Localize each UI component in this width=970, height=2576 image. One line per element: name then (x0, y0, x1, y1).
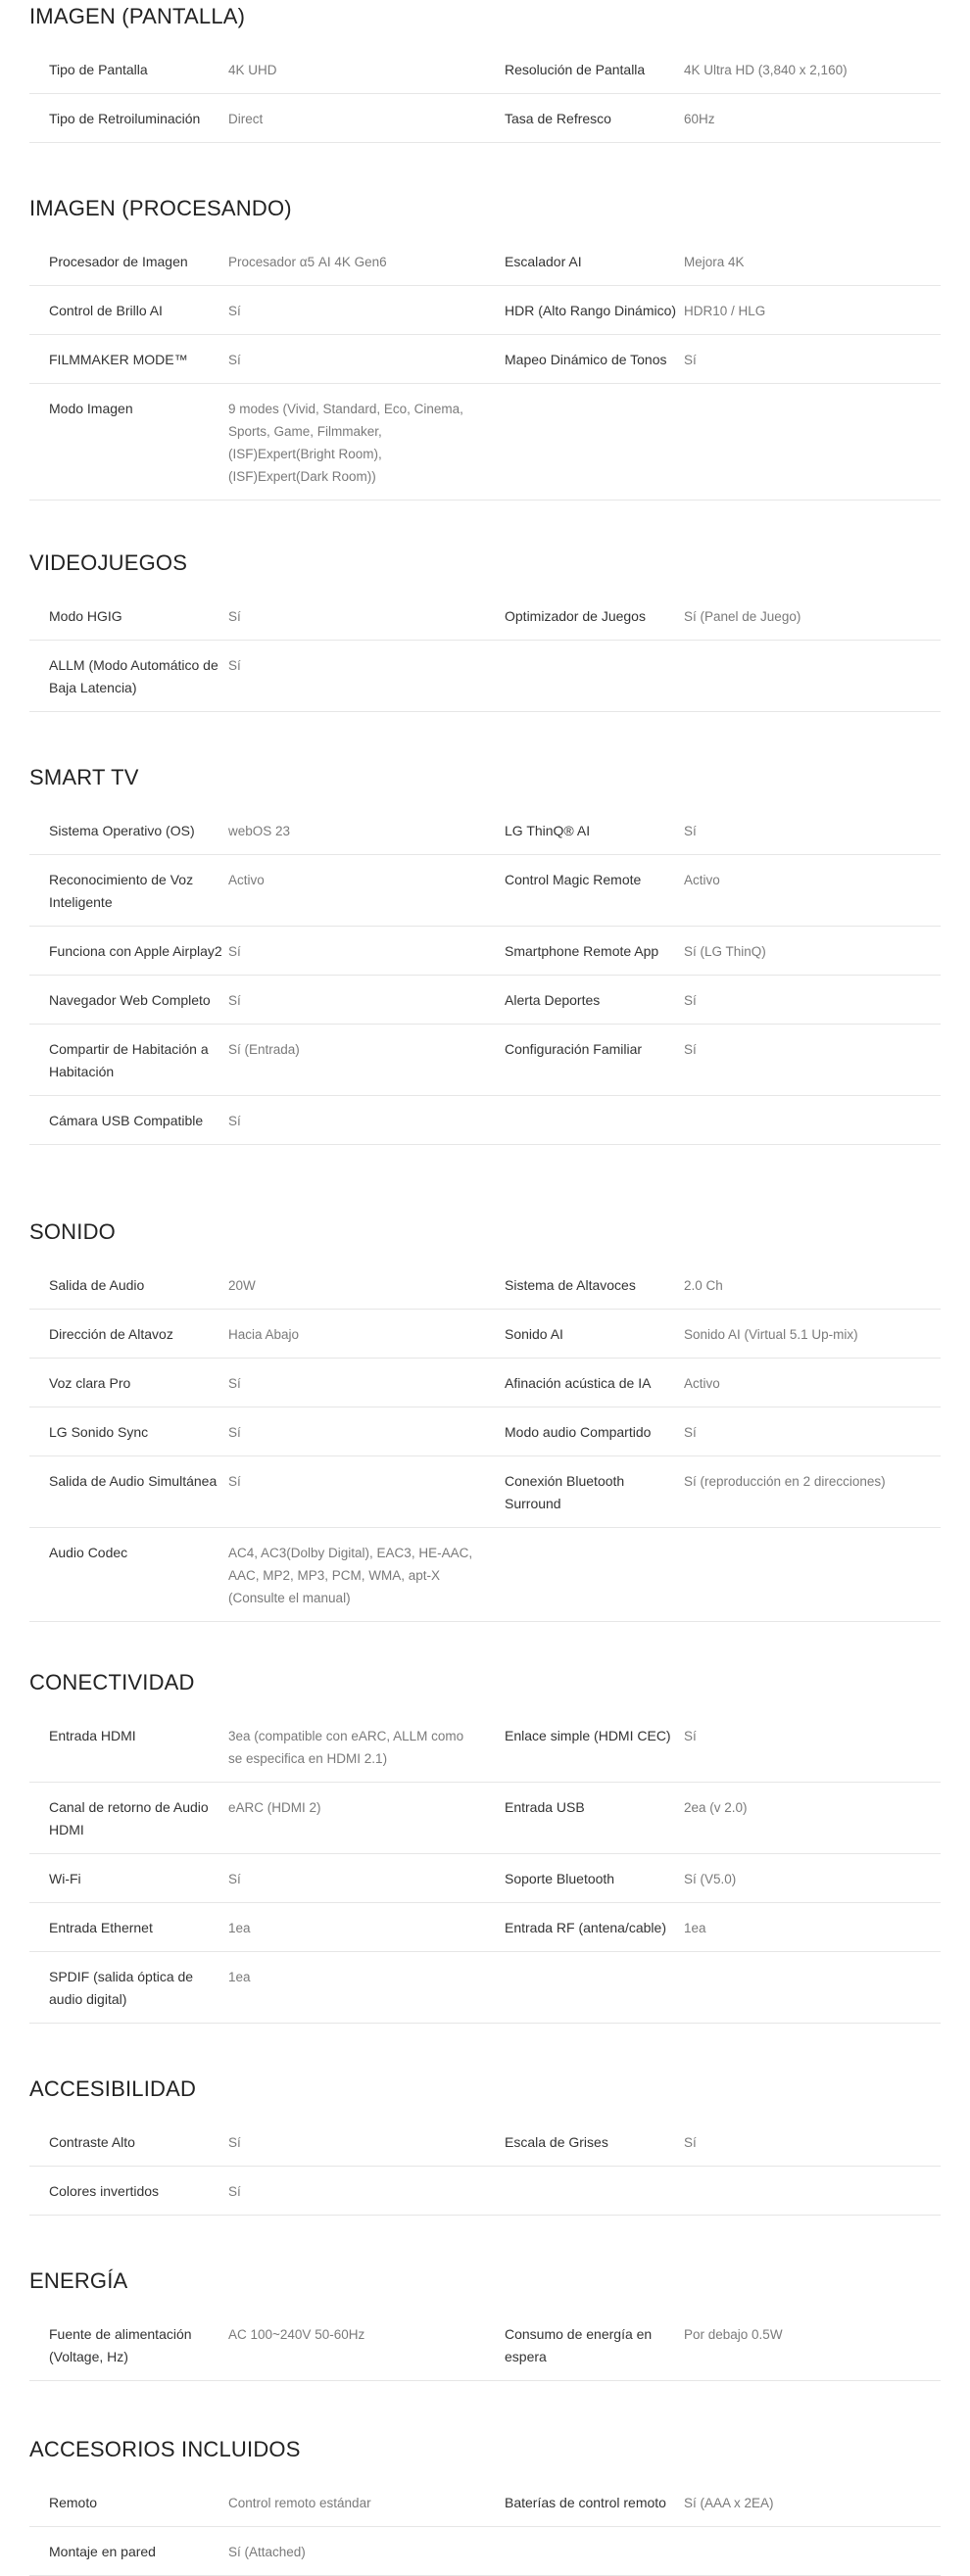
spec-cell (29, 108, 485, 130)
spec-label: FILMMAKER MODE™ (49, 352, 188, 367)
spec-value: Sí (684, 353, 697, 367)
spec-cell (29, 989, 485, 1012)
section-title: ACCESORIOS INCLUIDOS (29, 2437, 301, 2461)
spec-value: Procesador α5 AI 4K Gen6 (228, 255, 387, 269)
spec-row (29, 2167, 941, 2216)
section-title: IMAGEN (PANTALLA) (29, 4, 246, 28)
spec-section (29, 0, 941, 143)
spec-section (29, 761, 941, 1145)
spec-label (485, 1966, 684, 2011)
spec-label: Entrada HDMI (49, 1728, 136, 1743)
spec-cell (485, 1421, 941, 1444)
spec-cell (485, 2180, 941, 2203)
spec-value: Sí (228, 993, 241, 1008)
spec-cell (29, 869, 485, 914)
section-title: ACCESIBILIDAD (29, 2076, 197, 2101)
spec-row (29, 2310, 941, 2381)
spec-cell (29, 820, 485, 842)
spec-value: Sí (228, 1425, 241, 1440)
spec-cell (485, 2131, 941, 2154)
section-title: VIDEOJUEGOS (29, 550, 188, 575)
spec-cell (29, 1966, 485, 2011)
spec-cell (485, 1868, 941, 1890)
spec-label: Optimizador de Juegos (505, 608, 646, 624)
spec-cell (485, 108, 941, 130)
spec-cell (29, 1372, 485, 1395)
spec-label: Sistema Operativo (OS) (49, 823, 195, 838)
spec-value: 4K Ultra HD (3,840 x 2,160) (684, 63, 848, 77)
spec-section (29, 1216, 941, 1622)
spec-label: Audio Codec (49, 1545, 128, 1560)
spec-value: Sí (Entrada) (228, 1042, 300, 1057)
spec-label: Fuente de alimentación (Voltage, Hz) (49, 2326, 192, 2364)
spec-row (29, 2478, 941, 2527)
spec-cell (485, 940, 941, 963)
spec-cell (485, 398, 941, 488)
section-title: SMART TV (29, 765, 139, 789)
spec-label: Resolución de Pantalla (505, 62, 646, 77)
spec-value: Mejora 4K (684, 255, 745, 269)
spec-value: Sí (228, 353, 241, 367)
spec-value: Sí (684, 2135, 697, 2150)
spec-row (29, 1783, 941, 1854)
spec-label: Consumo de energía en espera (505, 2326, 653, 2364)
spec-value: eARC (HDMI 2) (228, 1800, 321, 1815)
spec-row (29, 2118, 941, 2167)
spec-label: Montaje en pared (49, 2544, 156, 2559)
spec-label: Configuración Familiar (505, 1041, 643, 1057)
spec-row (29, 806, 941, 855)
spec-cell (29, 349, 485, 371)
spec-row (29, 1711, 941, 1783)
spec-row (29, 384, 941, 501)
spec-cell (485, 1323, 941, 1346)
spec-section (29, 2433, 941, 2576)
spec-cell (29, 1917, 485, 1939)
spec-row (29, 237, 941, 286)
spec-label: Dirección de Altavoz (49, 1326, 173, 1342)
spec-cell (485, 2323, 941, 2368)
spec-label: Alerta Deportes (505, 992, 601, 1008)
spec-value: 20W (228, 1278, 256, 1293)
spec-table (29, 237, 941, 501)
spec-label: LG Sonido Sync (49, 1424, 149, 1440)
spec-label (485, 398, 684, 488)
spec-label: ALLM (Modo Automático de Baja Latencia) (49, 657, 218, 695)
spec-row (29, 1903, 941, 1952)
spec-value: 4K UHD (228, 63, 277, 77)
spec-label: Canal de retorno de Audio HDMI (49, 1799, 209, 1837)
spec-value: Sí (reproducción en 2 direcciones) (684, 1474, 886, 1489)
spec-value: Sí (LG ThinQ) (684, 944, 766, 959)
spec-cell (29, 1323, 485, 1346)
spec-value: 2ea (v 2.0) (684, 1800, 748, 1815)
spec-section (29, 2073, 941, 2216)
spec-row (29, 976, 941, 1025)
spec-value: 2.0 Ch (684, 1278, 723, 1293)
spec-cell (485, 2541, 941, 2563)
spec-label (485, 654, 684, 699)
spec-label: HDR (Alto Rango Dinámico) (505, 303, 677, 318)
spec-value: Activo (684, 1376, 720, 1391)
spec-cell (485, 59, 941, 81)
spec-row (29, 1359, 941, 1407)
spec-row (29, 1456, 941, 1528)
spec-cell (29, 1421, 485, 1444)
spec-cell (29, 2180, 485, 2203)
spec-value: Sí (228, 944, 241, 959)
spec-label: Compartir de Habitación a Habitación (49, 1041, 209, 1079)
spec-label (485, 1110, 684, 1132)
spec-value: Sí (228, 2184, 241, 2199)
spec-value: Sí (684, 824, 697, 838)
spec-cell (485, 1274, 941, 1297)
spec-label: Navegador Web Completo (49, 992, 211, 1008)
spec-value (684, 654, 941, 699)
spec-label: Tipo de Pantalla (49, 62, 148, 77)
spec-row (29, 1310, 941, 1359)
spec-value: Sí (228, 1872, 241, 1886)
spec-label: Sonido AI (505, 1326, 563, 1342)
spec-row (29, 855, 941, 927)
spec-label: Sistema de Altavoces (505, 1277, 636, 1293)
spec-value: Sí (V5.0) (684, 1872, 737, 1886)
spec-cell (485, 989, 941, 1012)
spec-section (29, 2265, 941, 2381)
spec-cell (485, 300, 941, 322)
spec-value: Sí (AAA x 2EA) (684, 2496, 774, 2510)
spec-value: Sí (228, 1474, 241, 1489)
spec-cell (485, 1110, 941, 1132)
spec-label (485, 2541, 684, 2563)
spec-label: Modo Imagen (49, 401, 133, 416)
spec-value: webOS 23 (228, 824, 291, 838)
spec-label: SPDIF (salida óptica de audio digital) (49, 1969, 194, 2007)
spec-cell (29, 59, 485, 81)
spec-value: Sí (684, 993, 697, 1008)
spec-label: Afinación acústica de IA (505, 1375, 652, 1391)
spec-value (684, 1110, 941, 1132)
spec-cell (29, 251, 485, 273)
spec-value: Hacia Abajo (228, 1327, 300, 1342)
spec-row (29, 1407, 941, 1456)
spec-cell (29, 1796, 485, 1841)
spec-value: AC 100~240V 50-60Hz (228, 2327, 365, 2342)
spec-value: Sí (228, 2135, 241, 2150)
spec-label: Smartphone Remote App (505, 943, 659, 959)
spec-cell (29, 1038, 485, 1083)
spec-cell (29, 1868, 485, 1890)
spec-row (29, 1952, 941, 2024)
spec-cell (29, 1110, 485, 1132)
spec-cell (485, 654, 941, 699)
section-title: ENERGÍA (29, 2268, 128, 2293)
spec-cell (29, 605, 485, 628)
spec-cell (29, 940, 485, 963)
spec-section (29, 1666, 941, 2024)
spec-value: Sí (228, 304, 241, 318)
spec-label: Soporte Bluetooth (505, 1871, 615, 1886)
spec-cell (485, 1038, 941, 1083)
spec-cell (485, 1542, 941, 1609)
spec-row (29, 286, 941, 335)
spec-value: Direct (228, 112, 264, 126)
spec-value: Sí (228, 1114, 241, 1128)
spec-label: Tasa de Refresco (505, 111, 611, 126)
spec-label: Control Magic Remote (505, 872, 642, 887)
spec-row (29, 641, 941, 712)
spec-value: 1ea (228, 1970, 251, 1984)
spec-table (29, 1711, 941, 2024)
spec-label: Entrada RF (antena/cable) (505, 1920, 666, 1935)
spec-table (29, 592, 941, 712)
spec-cell (485, 820, 941, 842)
spec-table (29, 45, 941, 143)
spec-cell (29, 1470, 485, 1515)
spec-label: Entrada Ethernet (49, 1920, 153, 1935)
spec-section (29, 192, 941, 501)
spec-label: Contraste Alto (49, 2134, 135, 2150)
spec-value: 60Hz (684, 112, 715, 126)
spec-cell (485, 1470, 941, 1515)
spec-value: HDR10 / HLG (684, 304, 766, 318)
spec-label: Funciona con Apple Airplay2 (49, 943, 222, 959)
spec-value (684, 1542, 941, 1609)
spec-cell (485, 349, 941, 371)
spec-value: Sí (228, 1376, 241, 1391)
spec-cell (29, 1725, 485, 1770)
spec-value: Sí (Panel de Juego) (684, 609, 801, 624)
spec-cell (485, 1917, 941, 1939)
section-title: SONIDO (29, 1219, 116, 1244)
spec-row (29, 1854, 941, 1903)
spec-value: Sonido AI (Virtual 5.1 Up-mix) (684, 1327, 858, 1342)
spec-label: Remoto (49, 2495, 98, 2510)
spec-label: Enlace simple (HDMI CEC) (505, 1728, 671, 1743)
spec-cell (485, 1725, 941, 1770)
spec-table (29, 2310, 941, 2381)
spec-cell (485, 605, 941, 628)
spec-label: Wi-Fi (49, 1871, 81, 1886)
spec-label: Voz clara Pro (49, 1375, 131, 1391)
spec-row (29, 94, 941, 143)
spec-label: Control de Brillo AI (49, 303, 163, 318)
spec-table (29, 2478, 941, 2576)
spec-label: Modo audio Compartido (505, 1424, 652, 1440)
spec-cell (485, 1372, 941, 1395)
spec-cell (29, 300, 485, 322)
spec-value: Sí (228, 609, 241, 624)
section-title: IMAGEN (PROCESANDO) (29, 196, 292, 220)
spec-value: Sí (228, 658, 241, 673)
spec-label: Cámara USB Compatible (49, 1113, 204, 1128)
spec-value: Sí (684, 1042, 697, 1057)
spec-label: Baterías de control remoto (505, 2495, 666, 2510)
spec-label: Salida de Audio Simultánea (49, 1473, 218, 1489)
spec-label: Salida de Audio (49, 1277, 145, 1293)
spec-cell (485, 1796, 941, 1841)
spec-value: 1ea (228, 1921, 251, 1935)
spec-row (29, 592, 941, 641)
spec-value: Control remoto estándar (228, 2496, 371, 2510)
spec-cell (29, 2492, 485, 2514)
spec-value: AC4, AC3(Dolby Digital), EAC3, HE-AAC, AAC, MP2, MP3, PCM, WMA, apt-X (Consulte el manual) (228, 1546, 473, 1605)
section-title: CONECTIVIDAD (29, 1670, 195, 1694)
spec-value (684, 1966, 941, 2011)
spec-cell (29, 2323, 485, 2368)
spec-cell (485, 251, 941, 273)
spec-cell (29, 2131, 485, 2154)
spec-label: Mapeo Dinámico de Tonos (505, 352, 667, 367)
spec-section (29, 547, 941, 712)
spec-cell (485, 869, 941, 914)
spec-label: Entrada USB (505, 1799, 585, 1815)
spec-label: Modo HGIG (49, 608, 122, 624)
spec-table (29, 806, 941, 1145)
spec-value: Por debajo 0.5W (684, 2327, 783, 2342)
spec-label: Reconocimiento de Voz Inteligente (49, 872, 194, 910)
spec-label: Tipo de Retroiluminación (49, 111, 201, 126)
spec-label (485, 2180, 684, 2203)
spec-value: Sí (684, 1729, 697, 1743)
spec-row (29, 2527, 941, 2576)
spec-value: Activo (684, 873, 720, 887)
spec-row (29, 1025, 941, 1096)
spec-label: Escala de Grises (505, 2134, 608, 2150)
spec-value: Sí (684, 1425, 697, 1440)
spec-cell (485, 2492, 941, 2514)
spec-row (29, 1261, 941, 1310)
spec-value: 1ea (684, 1921, 706, 1935)
spec-label: Conexión Bluetooth Surround (505, 1473, 625, 1511)
spec-cell (29, 398, 485, 488)
spec-value: Activo (228, 873, 265, 887)
spec-label: Colores invertidos (49, 2183, 160, 2199)
spec-label: Escalador AI (505, 254, 582, 269)
spec-row (29, 1096, 941, 1145)
spec-row (29, 335, 941, 384)
spec-table (29, 2118, 941, 2216)
spec-value (684, 398, 941, 488)
spec-row (29, 927, 941, 976)
spec-cell (485, 1966, 941, 2011)
spec-cell (29, 2541, 485, 2563)
spec-label: Procesador de Imagen (49, 254, 188, 269)
spec-value: Sí (Attached) (228, 2545, 306, 2559)
spec-cell (29, 654, 485, 699)
spec-value (684, 2541, 941, 2563)
spec-cell (29, 1542, 485, 1609)
spec-label: LG ThinQ® AI (505, 823, 591, 838)
spec-cell (29, 1274, 485, 1297)
spec-value: 9 modes (Vivid, Standard, Eco, Cinema, Sports, Game, Filmmaker, (ISF)Expert(Bright Room), (ISF)Expert(Dark Room)) (228, 402, 463, 484)
spec-value: 3ea (compatible con eARC, ALLM como se especifica en HDMI 2.1) (228, 1729, 464, 1766)
spec-value (684, 2180, 941, 2203)
spec-label (485, 1542, 684, 1609)
spec-row (29, 1528, 941, 1622)
spec-row (29, 45, 941, 94)
spec-table (29, 1261, 941, 1622)
